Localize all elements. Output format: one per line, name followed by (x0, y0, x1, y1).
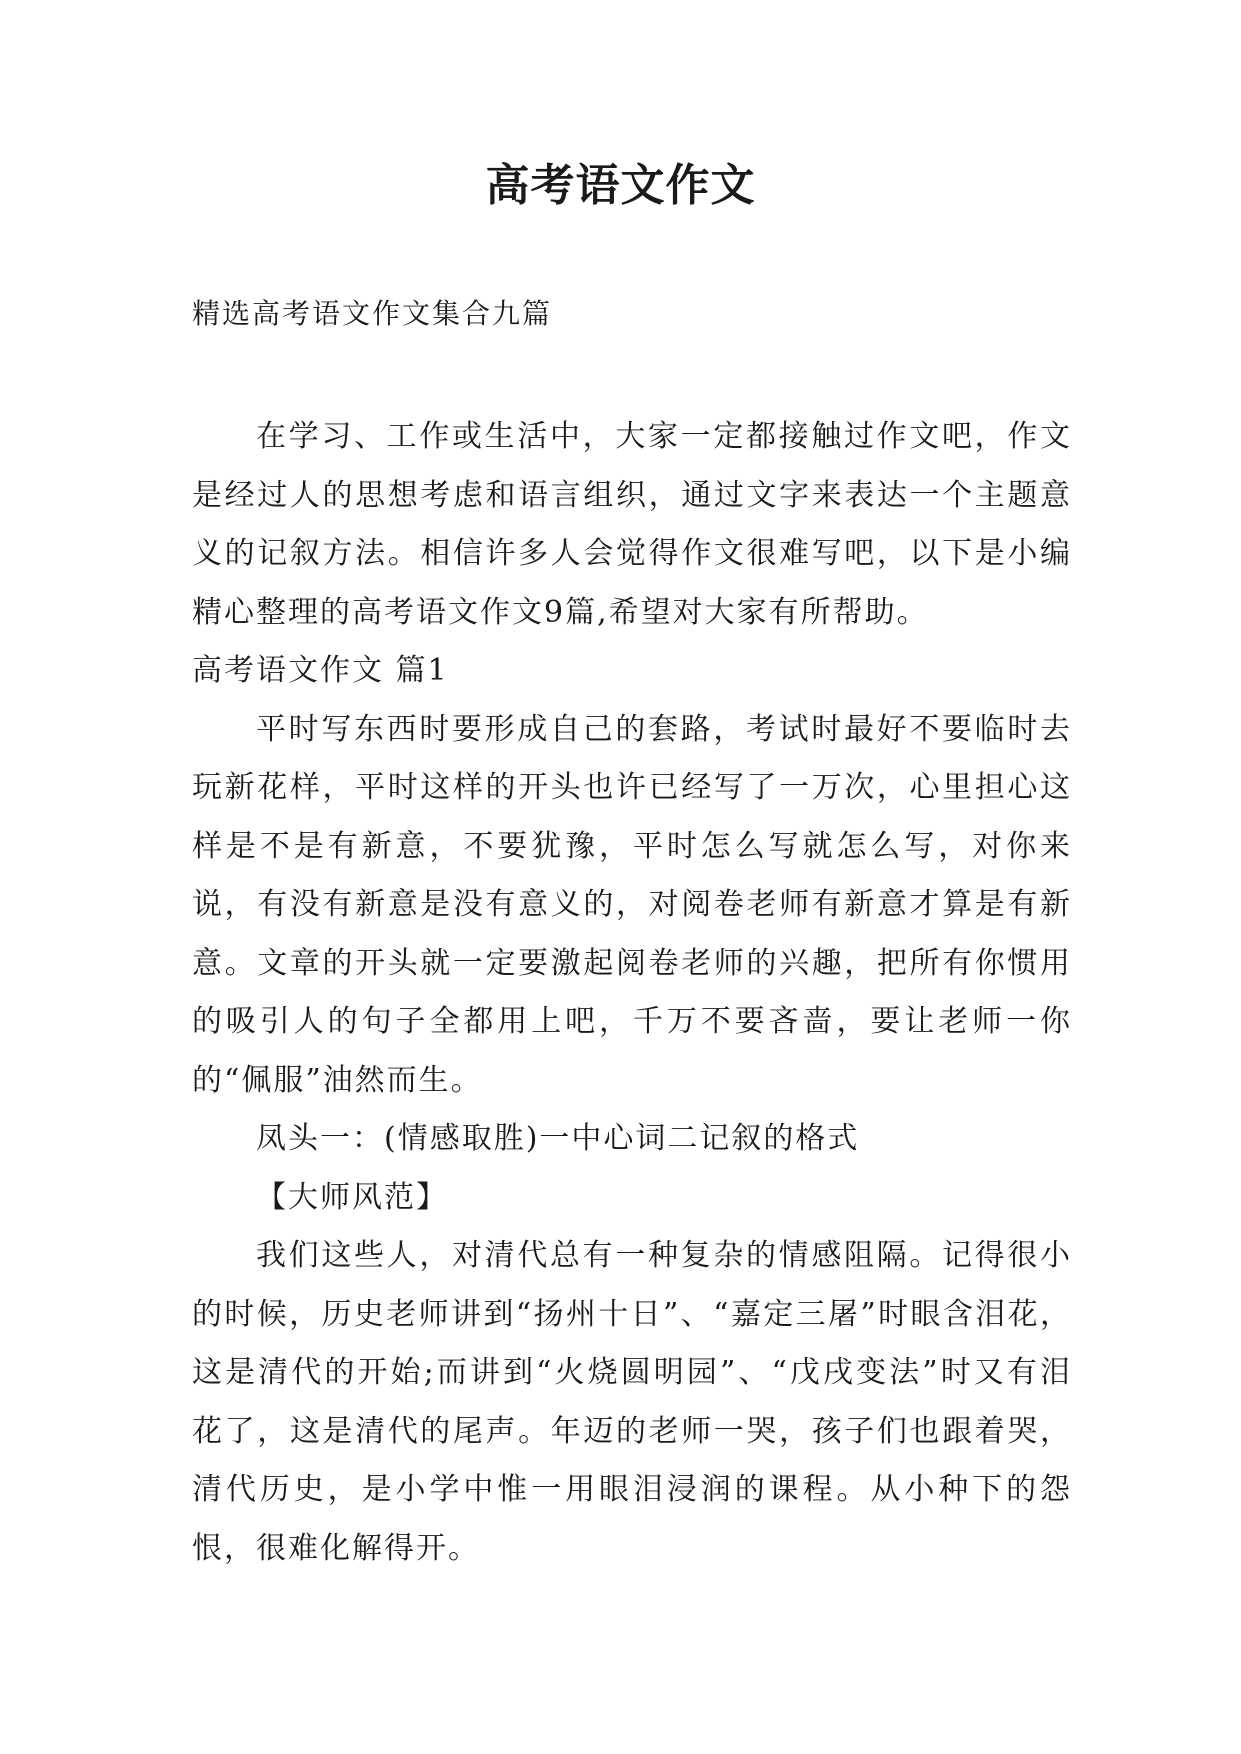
body-paragraph: 我们这些人，对清代总有一种复杂的情感阻隔。记得很小的时候，历史老师讲到“扬州十日”、“嘉定三屠”时眼含泪花，这是清代的开始;而讲到“火烧圆明园”、“戊戌变法”时又有泪花了，这是清代的尾声。年迈的老师一哭，孩子们也跟着哭，清代历史，是小学中惟一用眼泪浸润的课程。从小种下的怨恨，很难化解得开。 (192, 1238, 1072, 1566)
body-paragraph: 凤头一：(情感取胜)一中心词二记叙的格式 (256, 1121, 860, 1156)
body-paragraph: 平时写东西时要形成自己的套路，考试时最好不要临时去玩新花样，平时这样的开头也许已经写了一万次，心里担心这样是不是有新意，不要犹豫，平时怎么写就怎么写，对你来说，有没有新意是没有意义的，对阅卷老师有新意才算是有新意。文章的开头就一定要激起阅卷老师的兴趣，把所有你惯用的吸引人的句子全都用上吧，千万不要吝啬，要让老师一你的“佩服”油然而生。 (192, 711, 1072, 1098)
document-body (192, 408, 1072, 1578)
document-title: 高考语文作文 (485, 160, 756, 211)
intro-paragraph: 在学习、工作或生活中，大家一定都接触过作文吧，作文是经过人的思想考虑和语言组织，通过文字来表达一个主题意义的记叙方法。相信许多人会觉得作文很难写吧，以下是小编精心整理的高考语文作文9篇,希望对大家有所帮助。 (192, 419, 1072, 630)
document-subtitle: 精选高考语文作文集合九篇 (192, 297, 553, 330)
body-paragraph: 【大师风范】 (256, 1179, 448, 1215)
section-heading: 高考语文作文 篇1 (192, 653, 449, 688)
